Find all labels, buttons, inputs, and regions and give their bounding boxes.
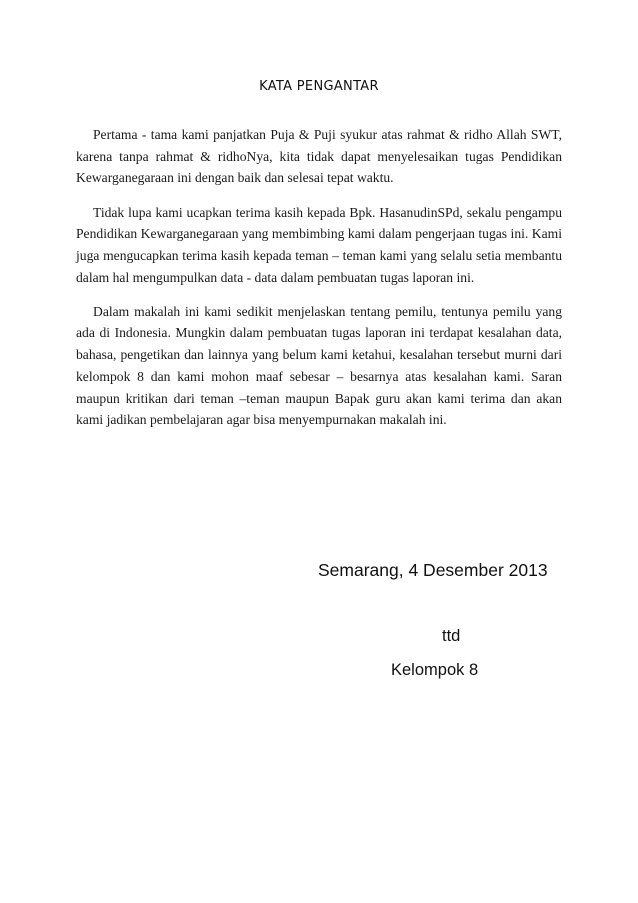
signature-ttd: ttd	[442, 627, 461, 645]
body-text	[76, 124, 562, 443]
paragraph-3: Dalam makalah ini kami sedikit menjelaskan tentang pemilu, tentunya pemilu yang ada di Indonesia. Mungkin dalam pembuatan tugas laporan ini terdapat kesalahan data, bahasa, pengetikan dan lainnya yang belum kami ketahui, kesalahan tersebut murni dari kelompok 8 dan kami mohon maaf sebesar – besarnya atas kesalahan kami. Saran maupun kritikan dari teman –teman maupun Bapak guru akan kami terima dan akan kami jadikan pembelajaran agar bisa menyempurnakan makalah ini.	[76, 303, 562, 428]
paragraph-1: Pertama - tama kami panjatkan Puja & Puji syukur atas rahmat & ridho Allah SWT, karena tanpa rahmat & ridhoNya, kita tidak dapat menyelesaikan tugas Pendidikan Kewarganegaraan ini dengan baik dan selesai tepat waktu.	[76, 127, 562, 186]
paragraph-2: Tidak lupa kami ucapkan terima kasih kepada Bpk. HasanudinSPd, sekalu pengampu Pendidikan Kewarganegaraan yang membimbing kami dalam pengerjaan tugas ini. Kami juga mengucapkan terima kasih kepada teman – teman kami yang selalu setia membantu dalam hal mengumpulkan data - data dalam pembuatan tugas laporan ini.	[76, 204, 562, 285]
signature-group: Kelompok 8	[391, 661, 479, 679]
page-title: KATA PENGANTAR	[259, 79, 379, 94]
signature-place-date: Semarang, 4 Desember 2013	[318, 560, 548, 580]
